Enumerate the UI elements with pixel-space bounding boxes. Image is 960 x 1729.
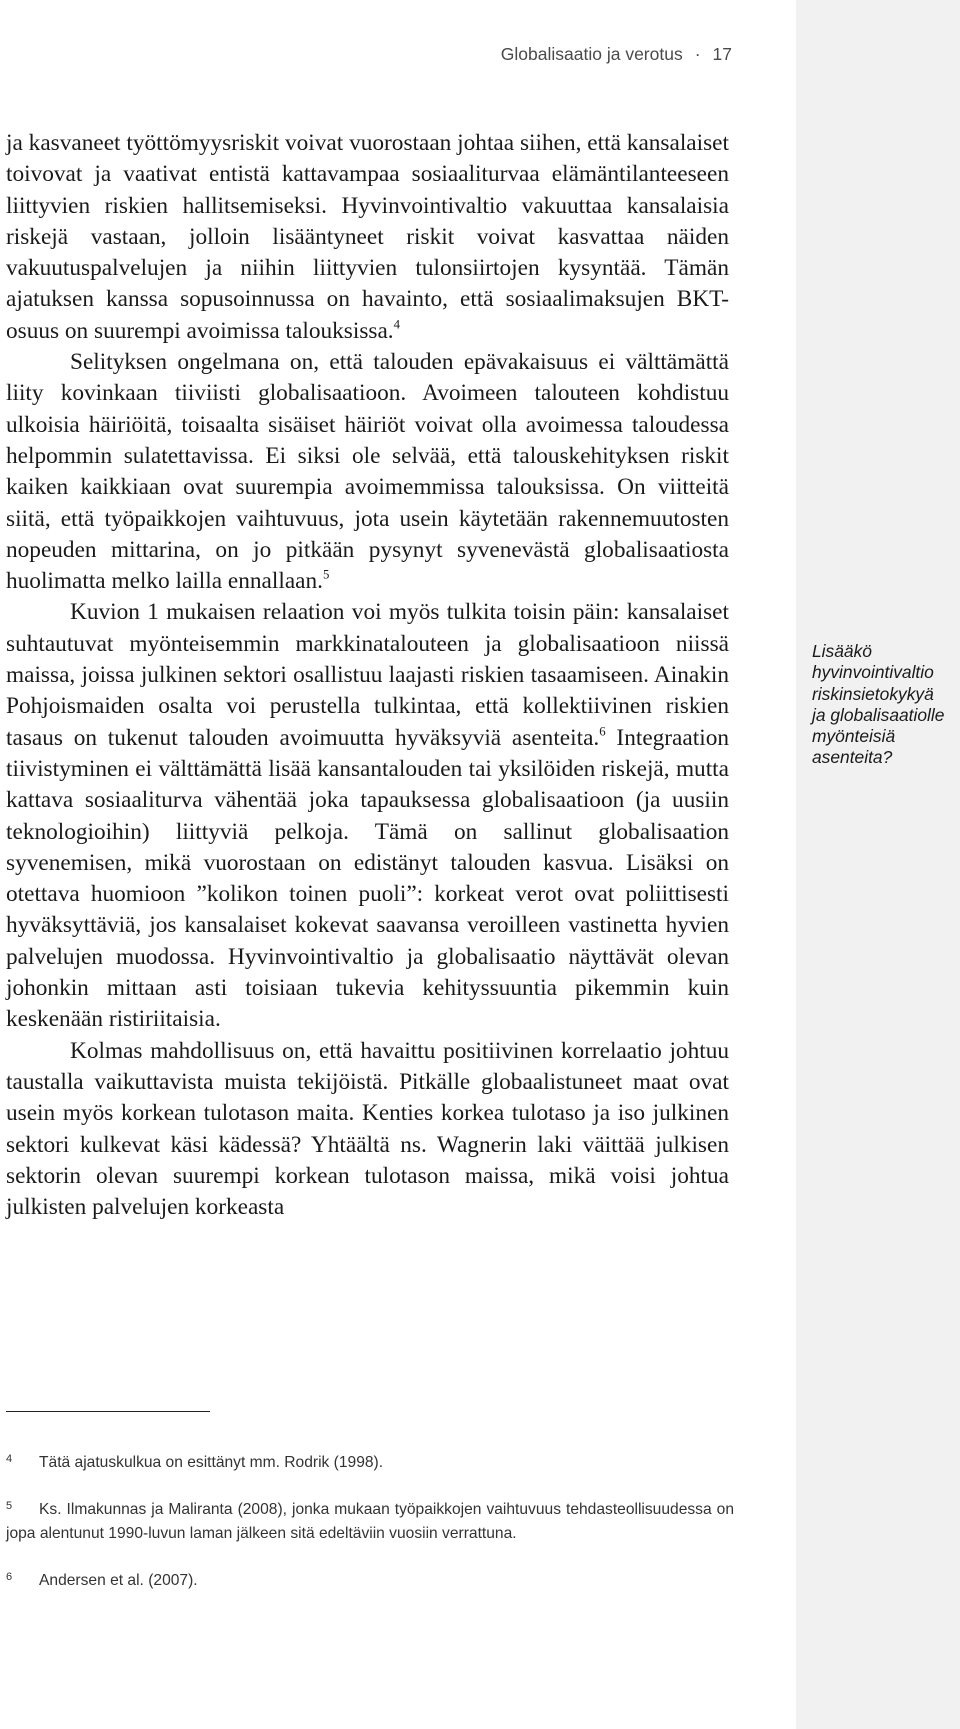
footnote-text: Ks. Ilmakunnas ja Maliranta (2008), jonka mukaan työpaikkojen vaihtuvuus tehdasteollisuudessa on jopa alentunut 1990-luvun laman jälkeen sitä edeltäviin vuosiin verrattuna. [6, 1501, 734, 1542]
paragraph-3-text-b: Integraation tiivistyminen ei välttämättä lisää kansantalouden tai yksilöiden riskejä, mutta kattava sosiaaliturva vähentää joka tapauksessa globalisaatioon (ja uusiin teknologioihin) liittyviä pelkoja. Tämä on sallinut globalisaation syvenemisen, mikä vuorostaan on edistänyt talouden kasvua. Lisäksi on otettava huomioon ”kolikon toinen puoli”: korkeat verot ovat poliittisesti hyväksyttäviä, jos kansalaiset kokevat saavansa veroilleen vastinetta hyvien palvelujen muodossa. Hyvinvointivaltio ja globalisaatio näyttävät olevan johonkin mittaan asti toisiaan tukevia kehityssuuntia pikemmin kuin keskenään ristiriitaisia. [6, 724, 729, 1033]
running-title: Globalisaatio ja verotus [500, 44, 683, 64]
paragraph-4-text: Kolmas mahdollisuus on, että havaittu positiivinen korrelaatio johtuu taustalla vaikuttavista muista tekijöistä. Pitkälle globaalistuneet maat ovat usein myös korkean tulotason maita. Kenties korkea tulotaso ja iso julkinen sektori kulkevat käsi kädessä? Yhtäältä ns. Wagnerin laki väittää julkisen sektorin olevan suurempi korkean tulotason maissa, mikä voisi johtua julkisten palvelujen korkeasta [6, 1037, 729, 1221]
margin-note: Lisääkö hyvinvointivaltio riskinsietokykyä ja globalisaatiolle myönteisiä asenteita? [812, 641, 945, 768]
paragraph-3 [6, 597, 729, 1035]
paragraph-1-text: ja kasvaneet työttömyysriskit voivat vuorostaan johtaa siihen, että kansalaiset toivovat ja vaativat entistä kattavampaa sosiaaliturvaa elämäntilanteeseen liittyvien riskien hallitsemiseksi. Hyvinvointivaltio vakuuttaa kansalaisia riskejä vastaan, jolloin lisääntyneet riskit voivat kasvattaa näiden vakuutuspalvelujen ja niihin liittyvien tulonsiirtojen kysyntää. Tämän ajatuksen kanssa sopusoinnussa on havainto, että sosiaalimaksujen BKT-osuus on suurempi avoimissa talouksissa. [6, 130, 729, 344]
page-number: 17 [712, 44, 732, 64]
footnote-number: 6 [6, 1571, 13, 1583]
footnote-text: Tätä ajatuskulkua on esittänyt mm. Rodrik (1998). [39, 1454, 384, 1471]
paragraph-2-text: Selityksen ongelmana on, että talouden epävakaisuus ei välttämättä liity kovinkaan tiiviisti globalisaatioon. Avoimeen talouteen kohdistuu ulkoisia häiriöitä, toisaalta sisäiset häiriöt voivat olla avoimessa taloudessa helpommin sulatettavissa. Ei siksi ole selvää, että talouskehityksen riskit kaiken kaikkiaan ovat suurempia avoimemmissa talouksissa. On viitteitä siitä, että työpaikkojen vaihtuvuus, jota usein käytetään rakennemuutosten nopeuden mittarina, on jo pitkään pysynyt syvenevästä globalisaatiosta huolimatta melko lailla ennallaan. [6, 349, 729, 595]
main-text [6, 128, 729, 1223]
running-header [400, 44, 732, 65]
footnote-number: 5 [6, 1500, 13, 1512]
paragraph-3-text-a: Kuvion 1 mukaisen relaation voi myös tulkita toisin päin: kansalaiset suhtautuvat myönteisemmin markkinatalouteen ja globalisaatioon niissä maissa, joissa julkinen sektori osallistuu laajasti riskien tasaamiseen. Ainakin Pohjoismaiden osalta voi perustella tulkintaa, että kollektiivinen riskien tasaus on tukenut talouden avoimuutta hyväksyviä asenteita. [6, 599, 729, 751]
margin-column-background [796, 0, 960, 1729]
footnote-6 [6, 1569, 734, 1593]
footnote-divider [6, 1411, 210, 1412]
footnote-4 [6, 1451, 734, 1475]
header-separator: · [694, 44, 701, 64]
paragraph-1 [6, 128, 729, 347]
footnote-ref-4[interactable]: 4 [393, 317, 401, 332]
paragraph-2 [6, 347, 729, 597]
footnote-text: Andersen et al. (2007). [39, 1572, 198, 1589]
footnote-ref-6[interactable]: 6 [599, 724, 606, 739]
footnote-5 [6, 1498, 734, 1546]
footnote-number: 4 [6, 1453, 13, 1465]
paragraph-4 [6, 1036, 729, 1224]
footnote-ref-5[interactable]: 5 [323, 567, 330, 582]
